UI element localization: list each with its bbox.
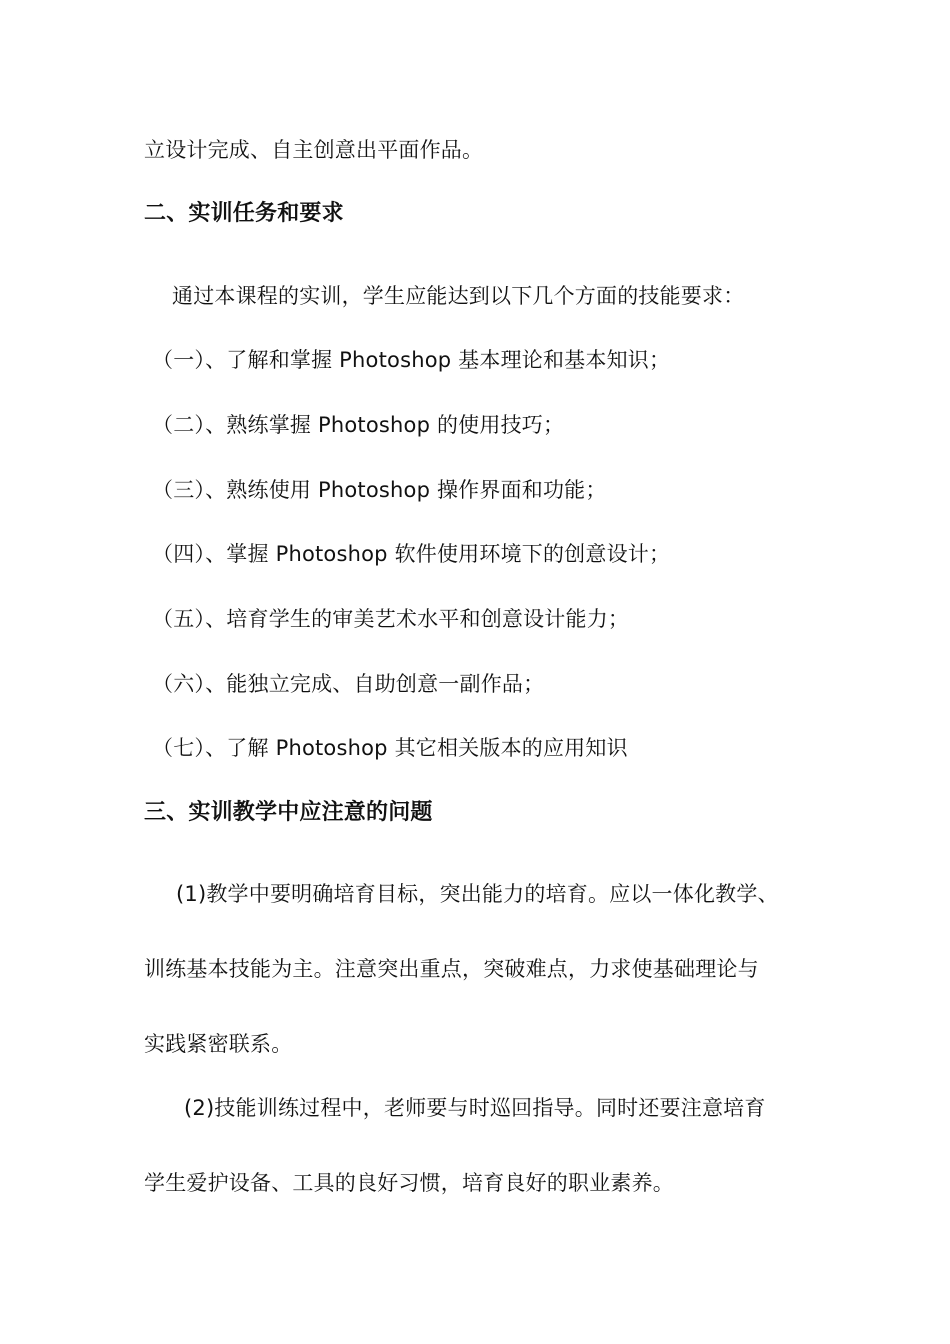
- requirement-item-2: （二）、熟练掌握 Photoshop 的使用技巧；: [152, 413, 565, 437]
- paragraph-2-line-2: 学生爱护设备、工具的良好习惯，培育良好的职业素养。: [144, 1171, 674, 1195]
- requirement-item-6: （六）、能独立完成、自助创意一副作品；: [152, 672, 545, 696]
- paragraph-1-line-1: (1)教学中要明确培育目标，突出能力的培育。应以一体化教学、: [176, 882, 779, 906]
- paragraph-continuation: 立设计完成、自主创意出平面作品。: [144, 138, 484, 162]
- requirement-item-7: （七）、了解 Photoshop 其它相关版本的应用知识: [152, 736, 628, 760]
- paragraph-1-line-3: 实践紧密联系。: [144, 1032, 293, 1056]
- section-heading-2: 二、实训任务和要求: [144, 201, 344, 226]
- requirement-item-5: （五）、培育学生的审美艺术水平和创意设计能力；: [152, 607, 630, 631]
- requirement-item-3: （三）、熟练使用 Photoshop 操作界面和功能；: [152, 478, 607, 502]
- paragraph-1-line-2: 训练基本技能为主。注意突出重点，突破难点，力求使基础理论与: [144, 957, 759, 981]
- section-intro: 通过本课程的实训，学生应能达到以下几个方面的技能要求：: [172, 284, 745, 308]
- requirement-item-4: （四）、掌握 Photoshop 软件使用环境下的创意设计；: [152, 542, 671, 566]
- requirement-item-1: （一）、了解和掌握 Photoshop 基本理论和基本知识；: [152, 348, 671, 372]
- paragraph-2-line-1: (2)技能训练过程中，老师要与时巡回指导。同时还要注意培育: [184, 1096, 766, 1120]
- section-heading-3: 三、实训教学中应注意的问题: [144, 800, 433, 825]
